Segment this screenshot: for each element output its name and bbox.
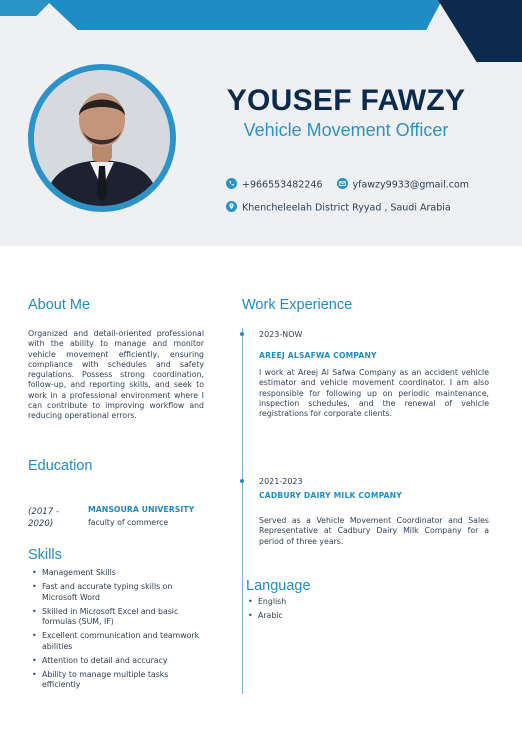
list-item: • Management Skills [42,568,204,579]
contact-row-1 [226,178,469,192]
list-item: • Excellent communication and teamwork abilities [42,631,204,652]
job-company: AREEJ ALSAFWA COMPANY [259,351,377,360]
education-title: Education [28,458,93,474]
job-date: 2023-NOW [259,330,303,339]
job-date: 2021-2023 [259,477,303,486]
job-company: CADBURY DAIRY MILK COMPANY [259,491,402,500]
job-description: I work at Areej Al Safwa Company as an accident vehicle estimator and vehicle movement coordinator. I am also responsible for following up on periodic maintenance, inspection schedules, and the renewal of vehicle registrations for corporate clients. [259,368,489,419]
language-title: Language [246,578,311,594]
location-pin-icon [226,201,237,215]
work-title: Work Experience [242,297,353,313]
profile-photo-frame [28,64,176,212]
language-list [244,597,378,625]
timeline-line [242,328,243,694]
decor-shape-right [438,0,522,62]
list-item: • Arabic [258,611,378,622]
about-text: Organized and detail-oriented professional with the ability to manage and monitor vehicle movement efficiently, ensuring compliance with schedules and safety regulations. Possess strong coordination, follow-up, and reporting skills, and seek to work in a professional environment where I can contribute to improving workflow and reducing operational errors. [28,329,204,421]
education-university: MANSOURA UNIVERSITY [88,505,195,514]
phone-icon [226,178,237,192]
timeline-dot [240,332,244,336]
header-band [0,0,522,246]
email-address[interactable]: yfawzy9933@gmail.com [352,179,470,191]
person-name: YOUSEF FAWZY [226,84,466,117]
phone-number[interactable]: +966553482246 [242,179,323,191]
list-item: • Fast and accurate typing skills on Microsoft Word [42,582,204,603]
skills-list [28,568,204,694]
list-item: • Skilled in Microsoft Excel and basic formulas (SUM, IF) [42,607,204,628]
decor-shape-left [0,0,52,16]
timeline-dot [240,479,244,483]
contact-row-2 [226,201,451,215]
list-item: • English [258,597,378,608]
education-years: (2017 - 2020) [28,507,60,529]
person-silhouette-icon [34,70,170,206]
list-item: • Ability to manage multiple tasks efficiently [42,670,204,691]
skills-title: Skills [28,547,62,563]
list-item: • Attention to detail and accuracy [42,656,204,667]
address: Khencheleelah District Ryyad , Saudi Arabia [242,202,451,214]
job-description: Served as a Vehicle Movement Coordinator and Sales Representative at Cadbury Dairy Milk Company for a period of three years. [259,516,489,546]
profile-photo [34,70,170,206]
education-faculty: faculty of commerce [88,518,169,527]
email-icon [337,178,348,192]
decor-shape-center [46,0,442,30]
job-title: Vehicle Movement Officer [243,120,449,140]
about-title: About Me [28,297,91,313]
